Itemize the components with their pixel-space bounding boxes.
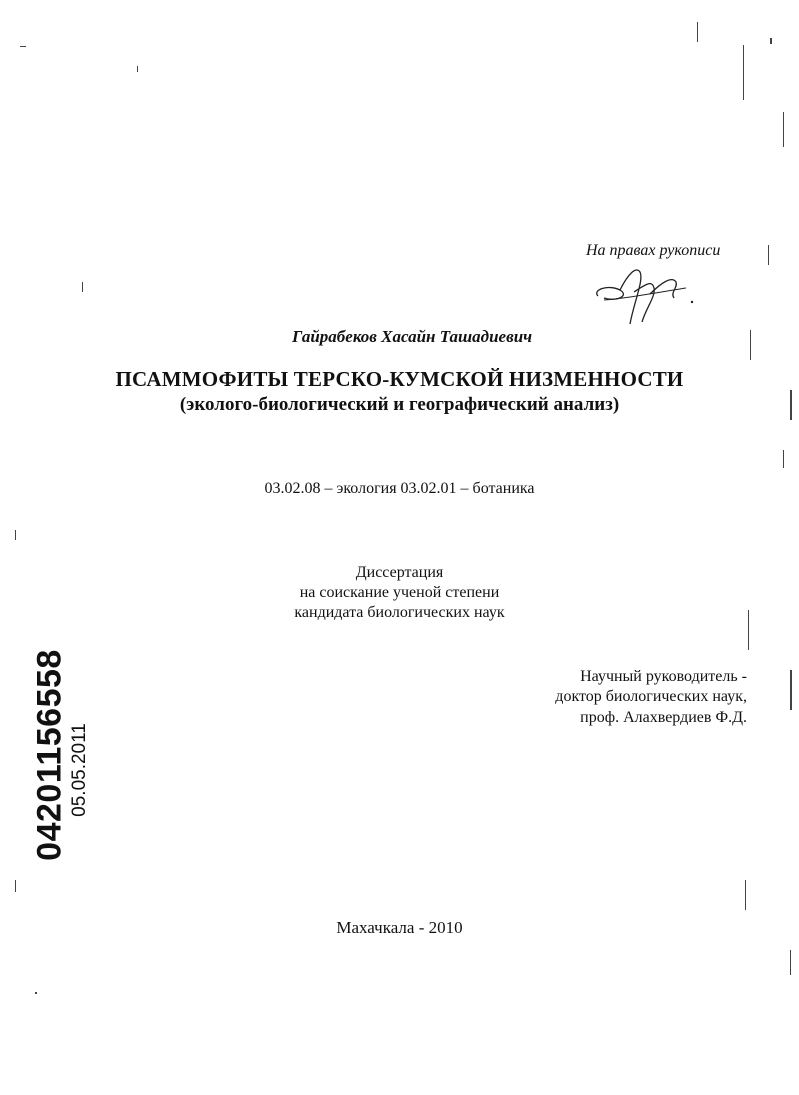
scan-artifact	[35, 992, 37, 994]
manuscript-rights-notice: На правах рукописи	[586, 242, 721, 259]
scan-artifact	[790, 670, 792, 710]
scan-artifact	[770, 38, 772, 44]
scan-artifact	[743, 45, 744, 100]
scan-artifact	[790, 390, 792, 420]
scan-artifact	[768, 245, 769, 265]
degree-line: на соискание ученой степени	[299, 584, 500, 601]
specialty-codes: 03.02.08 – экология 03.02.01 – ботаника	[264, 480, 535, 497]
scan-artifact	[137, 66, 138, 72]
scan-artifact	[82, 282, 83, 292]
dissertation-type: Диссертация	[355, 564, 444, 581]
supervisor-label: Научный руководитель -	[580, 668, 747, 685]
scan-artifact	[15, 880, 16, 892]
library-stamp-number: 04201156558	[30, 649, 69, 861]
city-year: Махачкала - 2010	[336, 918, 463, 937]
scan-artifact	[783, 450, 784, 468]
scan-artifact	[745, 880, 746, 910]
scan-artifact	[748, 610, 749, 650]
scan-artifact	[783, 112, 784, 147]
supervisor-name: проф. Алахвердиев Ф.Д.	[580, 709, 747, 726]
scan-artifact	[750, 330, 751, 360]
supervisor-degree: доктор биологических наук,	[555, 688, 747, 705]
scan-artifact	[15, 530, 16, 540]
author-signature	[590, 262, 700, 332]
author-name: Гайрабеков Хасайн Ташадиевич	[292, 327, 533, 346]
scan-artifact	[697, 22, 698, 42]
scan-artifact	[20, 46, 26, 47]
scan-artifact	[790, 950, 791, 975]
library-stamp-date: 05.05.2011	[69, 723, 90, 817]
dissertation-subtitle: (эколого-биологический и географический анализ)	[179, 394, 620, 415]
dissertation-title: ПСАММОФИТЫ ТЕРСКО-КУМСКОЙ НИЗМЕННОСТИ	[115, 367, 684, 391]
degree-name: кандидата биологических наук	[294, 604, 505, 621]
